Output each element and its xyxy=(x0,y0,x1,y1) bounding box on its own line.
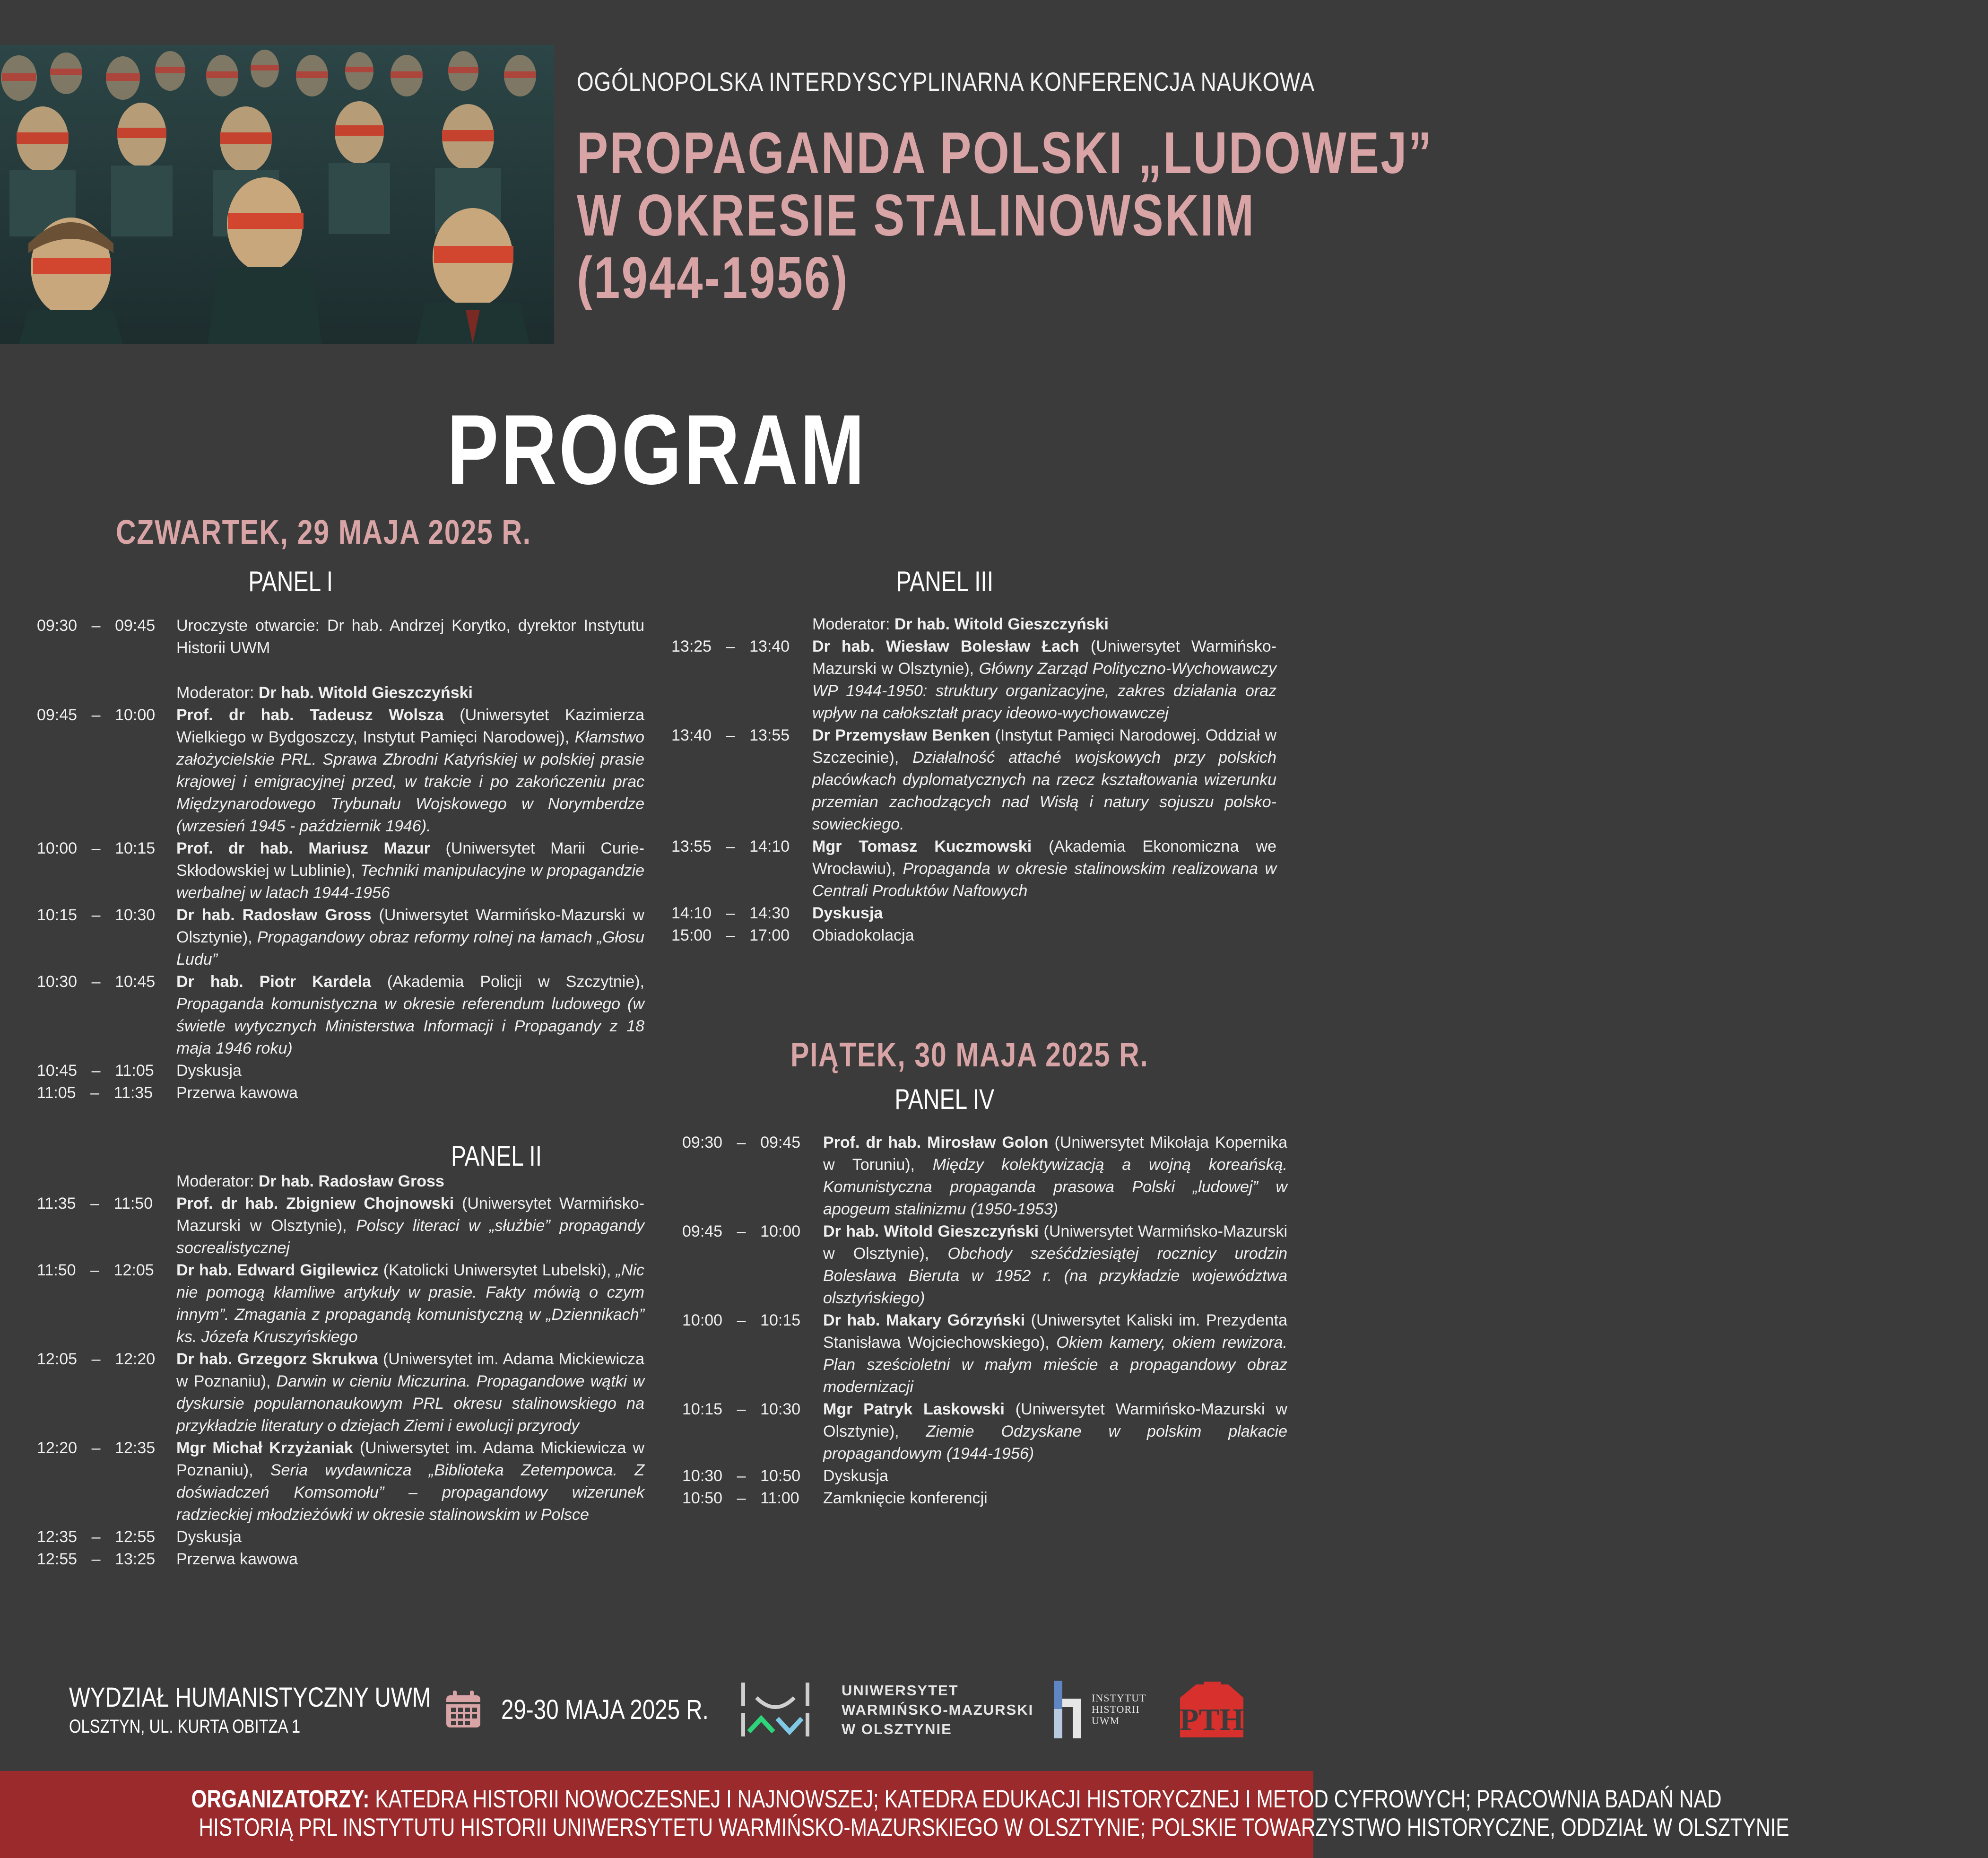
affiliation: Dyskusja xyxy=(823,1467,888,1485)
schedule-column-friday xyxy=(682,1132,1287,1509)
speaker-name: Dr hab. Wiesław Bolesław Łach xyxy=(812,637,1079,655)
session-description xyxy=(823,1398,1287,1465)
time-range: 15:00 – 17:00 xyxy=(671,926,790,944)
affiliation: (Uniwersytet Kaliski im. Prezydenta Stanisława Wojciechowskiego), xyxy=(823,1311,1287,1352)
time-start: 10:45 xyxy=(37,1062,78,1080)
panel-heading-3 xyxy=(817,565,1072,598)
speaker-name: Prof. dr hab. Tadeusz Wolsza xyxy=(176,706,444,724)
time-end: 10:30 xyxy=(760,1400,801,1418)
affiliation: (Uniwersytet Kazimierza Wielkiego w Bydgoszczy, Instytut Pamięci Narodowej), xyxy=(176,706,644,746)
schedule-row xyxy=(671,902,1276,925)
title-line: PROPAGANDA POLSKI „LUDOWEJ” xyxy=(577,121,1433,186)
speaker-name: Dyskusja xyxy=(812,904,883,922)
program-heading xyxy=(0,393,1313,507)
date-block xyxy=(444,1674,738,1745)
affiliation: Przerwa kawowa xyxy=(176,1084,298,1102)
organizers-text: KATEDRA HISTORII NOWOCZESNEJ I NAJNOWSZEJ; KATEDRA EDUKACJI HISTORYCZNEJ I METOD CYFROWYCH; PRACOWNIA BADAŃ NAD xyxy=(369,1785,1722,1813)
time-end: 13:40 xyxy=(749,637,790,655)
affiliation: (Akademia Ekonomiczna we Wrocławiu), xyxy=(812,837,1276,878)
panel-title: PANEL III xyxy=(896,566,993,597)
talk-title: Darwin w cieniu Miczurina. Propagandowe wątki w dyskursie popularnonaukowym PRL okresu stalinowskiego na przykładzie literatury o dziejach Ziemi i ewolucji przyrody xyxy=(176,1372,644,1435)
panel-3-items xyxy=(671,636,1276,947)
organizers-text: HISTORIĄ PRL INSTYTUTU HISTORII UNIWERSYTETU WARMIŃSKO-MAZURSKIEGO W OLSZTYNIE; POLSKIE TOWARZYSTWO HISTORYCZNE, ODDZIAŁ W OLSZTYNIE xyxy=(199,1814,1789,1841)
organizers-label: ORGANIZATORZY: xyxy=(191,1785,370,1813)
session-description xyxy=(823,1465,1287,1487)
time-end: 11:00 xyxy=(760,1489,799,1507)
talk-title: Propaganda w okresie stalinowskim realizowana w Centrali Produktów Naftowych xyxy=(812,860,1277,900)
schedule-row xyxy=(671,836,1276,902)
moderator-name: Dr hab. Radosław Gross xyxy=(258,1172,444,1190)
schedule-row xyxy=(37,704,644,837)
schedule-row xyxy=(682,1487,1287,1509)
talk-title: Kłamstwo założycielskie PRL. Sprawa Zbrodni Katyńskiej w polskiej prasie krajowej i emigracyjnej przed, w trakcie i po zakończeniu prac Międzynarodowego Trybunału Wojskowego w Norymberdze (wrzesień 1945 - październik 1946). xyxy=(176,728,644,835)
session-description xyxy=(176,1437,644,1526)
session-description xyxy=(812,636,1276,724)
time-end: 13:25 xyxy=(115,1550,156,1568)
time-start: 10:30 xyxy=(682,1467,723,1485)
affiliation: (Uniwersytet im. Adama Mickiewicza w Poznaniu), xyxy=(176,1439,644,1479)
time-start: 10:50 xyxy=(682,1489,723,1507)
time-end: 14:30 xyxy=(749,904,790,922)
session-description xyxy=(176,1548,644,1570)
schedule-column-right xyxy=(671,613,1276,947)
opening-text: Uroczyste otwarcie: Dr hab. Andrzej Korytko, dyrektor Instytutu Historii UWM xyxy=(176,617,644,657)
session-description xyxy=(176,1193,644,1259)
time-end: 10:15 xyxy=(760,1311,801,1329)
schedule-row xyxy=(682,1132,1287,1221)
time-range: 10:15 – 10:30 xyxy=(37,906,156,924)
time-range: 13:55 – 14:10 xyxy=(671,837,790,855)
schedule-row xyxy=(37,1526,644,1548)
session-description xyxy=(812,902,1276,925)
moderator-row: Moderator: Dr hab. Radosław Gross xyxy=(176,1172,444,1190)
time-range: 10:45 – 11:05 xyxy=(37,1062,154,1080)
time-start: 12:55 xyxy=(37,1550,78,1568)
venue-address: OLSZTYN, UL. KURTA OBITZA 1 xyxy=(69,1716,301,1737)
panel-heading-4 xyxy=(817,1083,1072,1116)
schedule-row xyxy=(37,1348,644,1437)
session-description xyxy=(176,704,644,837)
time-end: 12:20 xyxy=(115,1350,156,1368)
schedule-row xyxy=(37,971,644,1060)
pth-logo-icon xyxy=(1177,1679,1246,1740)
title-line: W OKRESIE STALINOWSKIM xyxy=(577,183,1256,248)
schedule-row xyxy=(37,1548,644,1570)
organizers-line xyxy=(199,1814,1789,1842)
affiliation: (Uniwersytet Warmińsko-Mazurski w Olsztynie), xyxy=(823,1222,1288,1263)
time-end: 11:35 xyxy=(113,1084,153,1102)
time-end: 10:45 xyxy=(115,973,156,991)
panel-title: PANEL I xyxy=(248,566,333,597)
schedule-row xyxy=(37,837,644,904)
venue-block xyxy=(47,1674,435,1745)
time-end: 10:30 xyxy=(115,906,156,924)
session-description xyxy=(176,971,644,1060)
time-range: 12:05 – 12:20 xyxy=(37,1350,156,1368)
institute-history-logo-icon xyxy=(1052,1679,1085,1740)
title-line: (1944-1956) xyxy=(577,245,849,311)
time-start: 11:35 xyxy=(37,1195,76,1212)
talk-title: Między kolektywizacją a wojną koreańską. Komunistyczna propaganda prasowa Polski „ludowej” w apogeum stalinizmu (1950-1953) xyxy=(823,1156,1287,1218)
time-range: 11:50 – 12:05 xyxy=(37,1261,154,1279)
panel-title: PANEL IV xyxy=(894,1083,995,1115)
talk-title: Propaganda komunistyczna w okresie referendum ludowego (w świetle wytycznych Ministerstwa Informacji i Propagandy z 18 maja 1946 roku) xyxy=(176,995,644,1057)
time-start: 09:45 xyxy=(37,706,78,724)
affiliation: (Katolicki Uniwersytet Lubelski), xyxy=(378,1261,616,1279)
schedule-row xyxy=(671,724,1276,836)
speaker-name: Mgr Tomasz Kuczmowski xyxy=(812,837,1032,855)
time-end: 11:50 xyxy=(113,1195,153,1212)
time-start: 13:40 xyxy=(671,726,712,744)
affiliation: (Uniwersytet Warmińsko-Mazurski w Olsztynie), xyxy=(823,1400,1287,1440)
time-range: 11:05 – 11:35 xyxy=(37,1084,153,1102)
time-range: 10:00 – 10:15 xyxy=(682,1311,801,1329)
time-range: 13:25 – 13:40 xyxy=(671,637,790,655)
time-start: 10:00 xyxy=(682,1311,723,1329)
talk-title: Ziemie Odzyskane w polskim plakacie propagandowym (1944-1956) xyxy=(823,1422,1287,1463)
session-description xyxy=(176,904,644,971)
affiliation: (Uniwersytet Marii Curie-Skłodowskiej w Lublinie), xyxy=(176,839,644,880)
affiliation: (Akademia Policji w Szczytnie), xyxy=(371,973,644,991)
time-end: 14:10 xyxy=(749,837,790,855)
time-end: 10:00 xyxy=(760,1222,801,1240)
institute-name-line: UWM xyxy=(1092,1715,1120,1727)
time-range: 09:30 – 09:45 xyxy=(37,617,156,635)
talk-title: Seria wydawnicza „Biblioteka Zetempowca. Z doświadczeń Komsomołu” – propagandowy wizerunek radzieckiej młodzieżówki w okresie stalinowskim w Polsce xyxy=(176,1461,644,1524)
time-start: 10:15 xyxy=(682,1400,723,1418)
affiliation: (Uniwersytet Warmińsko-Mazurski w Olsztynie), xyxy=(176,1195,644,1235)
time-start: 11:50 xyxy=(37,1261,76,1279)
blindfolded-crowd-image xyxy=(0,45,554,344)
talk-title: Główny Zarząd Polityczno-Wychowawczy WP 1944-1950: struktury organizacyjne, zakres działania oraz wpływ na całokształt pracy ideowo-wychowawczej xyxy=(812,660,1276,722)
time-start: 12:35 xyxy=(37,1528,78,1546)
time-start: 11:05 xyxy=(37,1084,76,1102)
schedule-row xyxy=(37,904,644,971)
speaker-name: Dr hab. Radosław Gross xyxy=(176,906,372,924)
session-description xyxy=(176,1348,644,1437)
time-range: 14:10 – 14:30 xyxy=(671,904,790,922)
moderator-row: Moderator: Dr hab. Witold Gieszczyński xyxy=(812,615,1109,633)
affiliation: (Uniwersytet Warmińsko-Mazurski w Olsztynie), xyxy=(812,637,1276,678)
time-range: 10:15 – 10:30 xyxy=(682,1400,801,1418)
session-description xyxy=(812,724,1276,836)
time-range: 09:45 – 10:00 xyxy=(682,1222,801,1240)
speaker-name: Prof. dr hab. Zbigniew Chojnowski xyxy=(176,1195,454,1212)
speaker-name: Prof. dr hab. Mirosław Golon xyxy=(823,1134,1049,1151)
time-start: 10:00 xyxy=(37,839,78,857)
conference-kicker: OGÓLNOPOLSKA INTERDYSCYPLINARNA KONFERENCJA NAUKOWA xyxy=(577,67,1315,96)
time-end: 12:35 xyxy=(115,1439,156,1457)
affiliation: Dyskusja xyxy=(176,1062,242,1080)
speaker-name: Dr Przemysław Benken xyxy=(812,726,990,744)
time-end: 10:50 xyxy=(760,1467,801,1485)
affiliation: Obiadokolacja xyxy=(812,926,914,944)
moderator-row: Moderator: Dr hab. Witold Gieszczyński xyxy=(176,684,473,702)
talk-title: „Nic nie pomogą kłamliwe artykuły w prasie. Fakty mówią o czym innym”. Zmagania z propagandą komunistyczną w „Dziennikach” ks. Józefa Kruszyńskiego xyxy=(176,1261,645,1346)
time-end: 12:05 xyxy=(113,1261,154,1279)
time-end: 17:00 xyxy=(749,926,790,944)
organizers-band xyxy=(0,1771,1789,1858)
day-heading-friday: PIĄTEK, 30 MAJA 2025 R. xyxy=(790,1036,1149,1074)
moderator-name: Dr hab. Witold Gieszczyński xyxy=(894,615,1109,633)
time-range: 11:35 – 11:50 xyxy=(37,1195,153,1212)
time-end: 10:00 xyxy=(115,706,156,724)
time-start: 12:05 xyxy=(37,1350,78,1368)
talk-title: Okiem kamery, okiem rewizora. Plan sześcioletni w małym mieście a propagandowy obraz modernizacji xyxy=(823,1334,1288,1396)
pth-logo-text: PTH xyxy=(1180,1702,1244,1737)
time-end: 12:55 xyxy=(115,1528,156,1546)
talk-title: Techniki manipulacyjne w propagandzie werbalnej w latach 1944-1956 xyxy=(176,862,644,902)
schedule-row xyxy=(682,1221,1287,1309)
session-description xyxy=(812,836,1276,902)
time-range: 12:35 – 12:55 xyxy=(37,1528,156,1546)
time-start: 13:25 xyxy=(671,637,712,655)
talk-title: Polscy literaci w „służbie” propagandy socrealistycznej xyxy=(176,1217,645,1257)
speaker-name: Dr hab. Makary Górzyński xyxy=(823,1311,1025,1329)
talk-title: Działalność attaché wojskowych przy polskich placówkach dyplomatycznych na rzecz kształtowania wizerunku przemian zachodzących nad Wisłą i natury sojuszu polsko-sowieckiego. xyxy=(812,749,1276,833)
time-start: 12:20 xyxy=(37,1439,78,1457)
time-start: 09:30 xyxy=(682,1134,723,1151)
session-description xyxy=(812,925,1276,947)
time-start: 09:45 xyxy=(682,1222,723,1240)
time-range: 12:55 – 13:25 xyxy=(37,1550,156,1568)
schedule-row xyxy=(37,615,644,659)
university-name-line: W OLSZTYNIE xyxy=(842,1720,952,1737)
institute-name-line: INSTYTUT xyxy=(1092,1692,1146,1704)
schedule-row xyxy=(682,1309,1287,1398)
affiliation: Dyskusja xyxy=(176,1528,242,1546)
time-start: 10:15 xyxy=(37,906,78,924)
conference-title xyxy=(577,121,1433,311)
conference-dates: 29-30 MAJA 2025 R. xyxy=(501,1694,709,1725)
affiliation: Przerwa kawowa xyxy=(176,1550,298,1568)
calendar-icon xyxy=(444,1690,482,1729)
time-end: 11:05 xyxy=(115,1062,154,1080)
affiliation: (Uniwersytet Mikołaja Kopernika w Toruniu), xyxy=(823,1134,1288,1174)
schedule-row xyxy=(37,1437,644,1526)
panel-4-items xyxy=(682,1132,1287,1509)
organizers-line xyxy=(191,1785,1722,1814)
time-start: 15:00 xyxy=(671,926,712,944)
hero-illustration xyxy=(0,45,554,344)
day-heading-thursday: CZWARTEK, 29 MAJA 2025 R. xyxy=(116,514,531,551)
uwm-logo-block xyxy=(738,1674,1040,1745)
session-description xyxy=(176,1259,644,1348)
time-range: 13:40 – 13:55 xyxy=(671,726,790,744)
schedule-row xyxy=(37,1082,644,1104)
talk-title: Obchody sześćdziesiątej rocznicy urodzin Bolesława Bieruta w 1952 r. (na przykładzie województwa olsztyńskiego) xyxy=(823,1245,1287,1307)
panel-1-items xyxy=(37,704,644,1104)
session-description xyxy=(823,1132,1287,1221)
session-description xyxy=(823,1221,1287,1309)
university-name-line: WARMIŃSKO-MAZURSKI xyxy=(842,1701,1034,1718)
affiliation: (Uniwersytet Warmińsko-Mazurski w Olsztynie), xyxy=(176,906,644,946)
institute-logo-block xyxy=(1052,1674,1189,1745)
time-start: 13:55 xyxy=(671,837,712,855)
time-start: 10:30 xyxy=(37,973,78,991)
time-range: 10:00 – 10:15 xyxy=(37,839,156,857)
talk-title: Propagandowy obraz reformy rolnej na łamach „Głosu Ludu” xyxy=(176,928,644,968)
institute-name-line: HISTORII xyxy=(1092,1703,1140,1715)
panel-title: PANEL II xyxy=(451,1140,542,1172)
institute-name xyxy=(1092,1692,1146,1727)
speaker-name: Dr hab. Edward Gigilewicz xyxy=(176,1261,379,1279)
schedule-row xyxy=(682,1465,1287,1487)
session-description xyxy=(176,1526,644,1548)
program-heading-text: PROGRAM xyxy=(446,394,867,505)
university-name-line: UNIWERSYTET xyxy=(842,1682,959,1699)
speaker-name: Dr hab. Piotr Kardela xyxy=(176,973,371,991)
schedule-row xyxy=(37,1060,644,1082)
time-range: 12:20 – 12:35 xyxy=(37,1439,156,1457)
time-range: 10:50 – 11:00 xyxy=(682,1489,799,1507)
schedule-column-left xyxy=(37,615,644,1570)
speaker-name: Mgr Michał Krzyżaniak xyxy=(176,1439,353,1457)
university-name xyxy=(842,1681,1033,1739)
speaker-name: Prof. dr hab. Mariusz Mazur xyxy=(176,839,430,857)
time-range: 10:30 – 10:45 xyxy=(37,973,156,991)
affiliation: (Uniwersytet im. Adama Mickiewicza w Poznaniu), xyxy=(176,1350,644,1390)
time-end: 10:15 xyxy=(115,839,156,857)
time-end: 09:45 xyxy=(760,1134,801,1151)
session-description xyxy=(823,1487,1287,1509)
schedule-row xyxy=(37,1193,644,1259)
affiliation: Zamknięcie konferencji xyxy=(823,1489,988,1507)
affiliation: (Instytut Pamięci Narodowej. Oddział w Szczecinie), xyxy=(812,726,1276,767)
time-range: 09:45 – 10:00 xyxy=(37,706,156,724)
session-description xyxy=(176,837,644,904)
schedule-row xyxy=(682,1398,1287,1465)
session-description xyxy=(823,1309,1287,1398)
session-description xyxy=(176,1082,644,1104)
moderator-name: Dr hab. Witold Gieszczyński xyxy=(258,684,473,702)
schedule-row xyxy=(671,636,1276,724)
schedule-row xyxy=(37,1259,644,1348)
time-end: 13:55 xyxy=(749,726,790,744)
schedule-row xyxy=(671,925,1276,947)
panel-heading-1 xyxy=(163,565,418,598)
time-start: 14:10 xyxy=(671,904,712,922)
venue-name: WYDZIAŁ HUMANISTYCZNY UWM xyxy=(69,1682,431,1713)
speaker-name: Dr hab. Witold Gieszczyński xyxy=(823,1222,1039,1240)
time-range: 09:30 – 09:45 xyxy=(682,1134,801,1151)
pth-logo-block xyxy=(1177,1674,1248,1745)
uwm-logo-icon xyxy=(738,1679,813,1740)
time-range: 10:30 – 10:50 xyxy=(682,1467,801,1485)
speaker-name: Mgr Patryk Laskowski xyxy=(823,1400,1005,1418)
session-description xyxy=(176,1060,644,1082)
speaker-name: Dr hab. Grzegorz Skrukwa xyxy=(176,1350,378,1368)
panel-2-items xyxy=(37,1193,644,1570)
